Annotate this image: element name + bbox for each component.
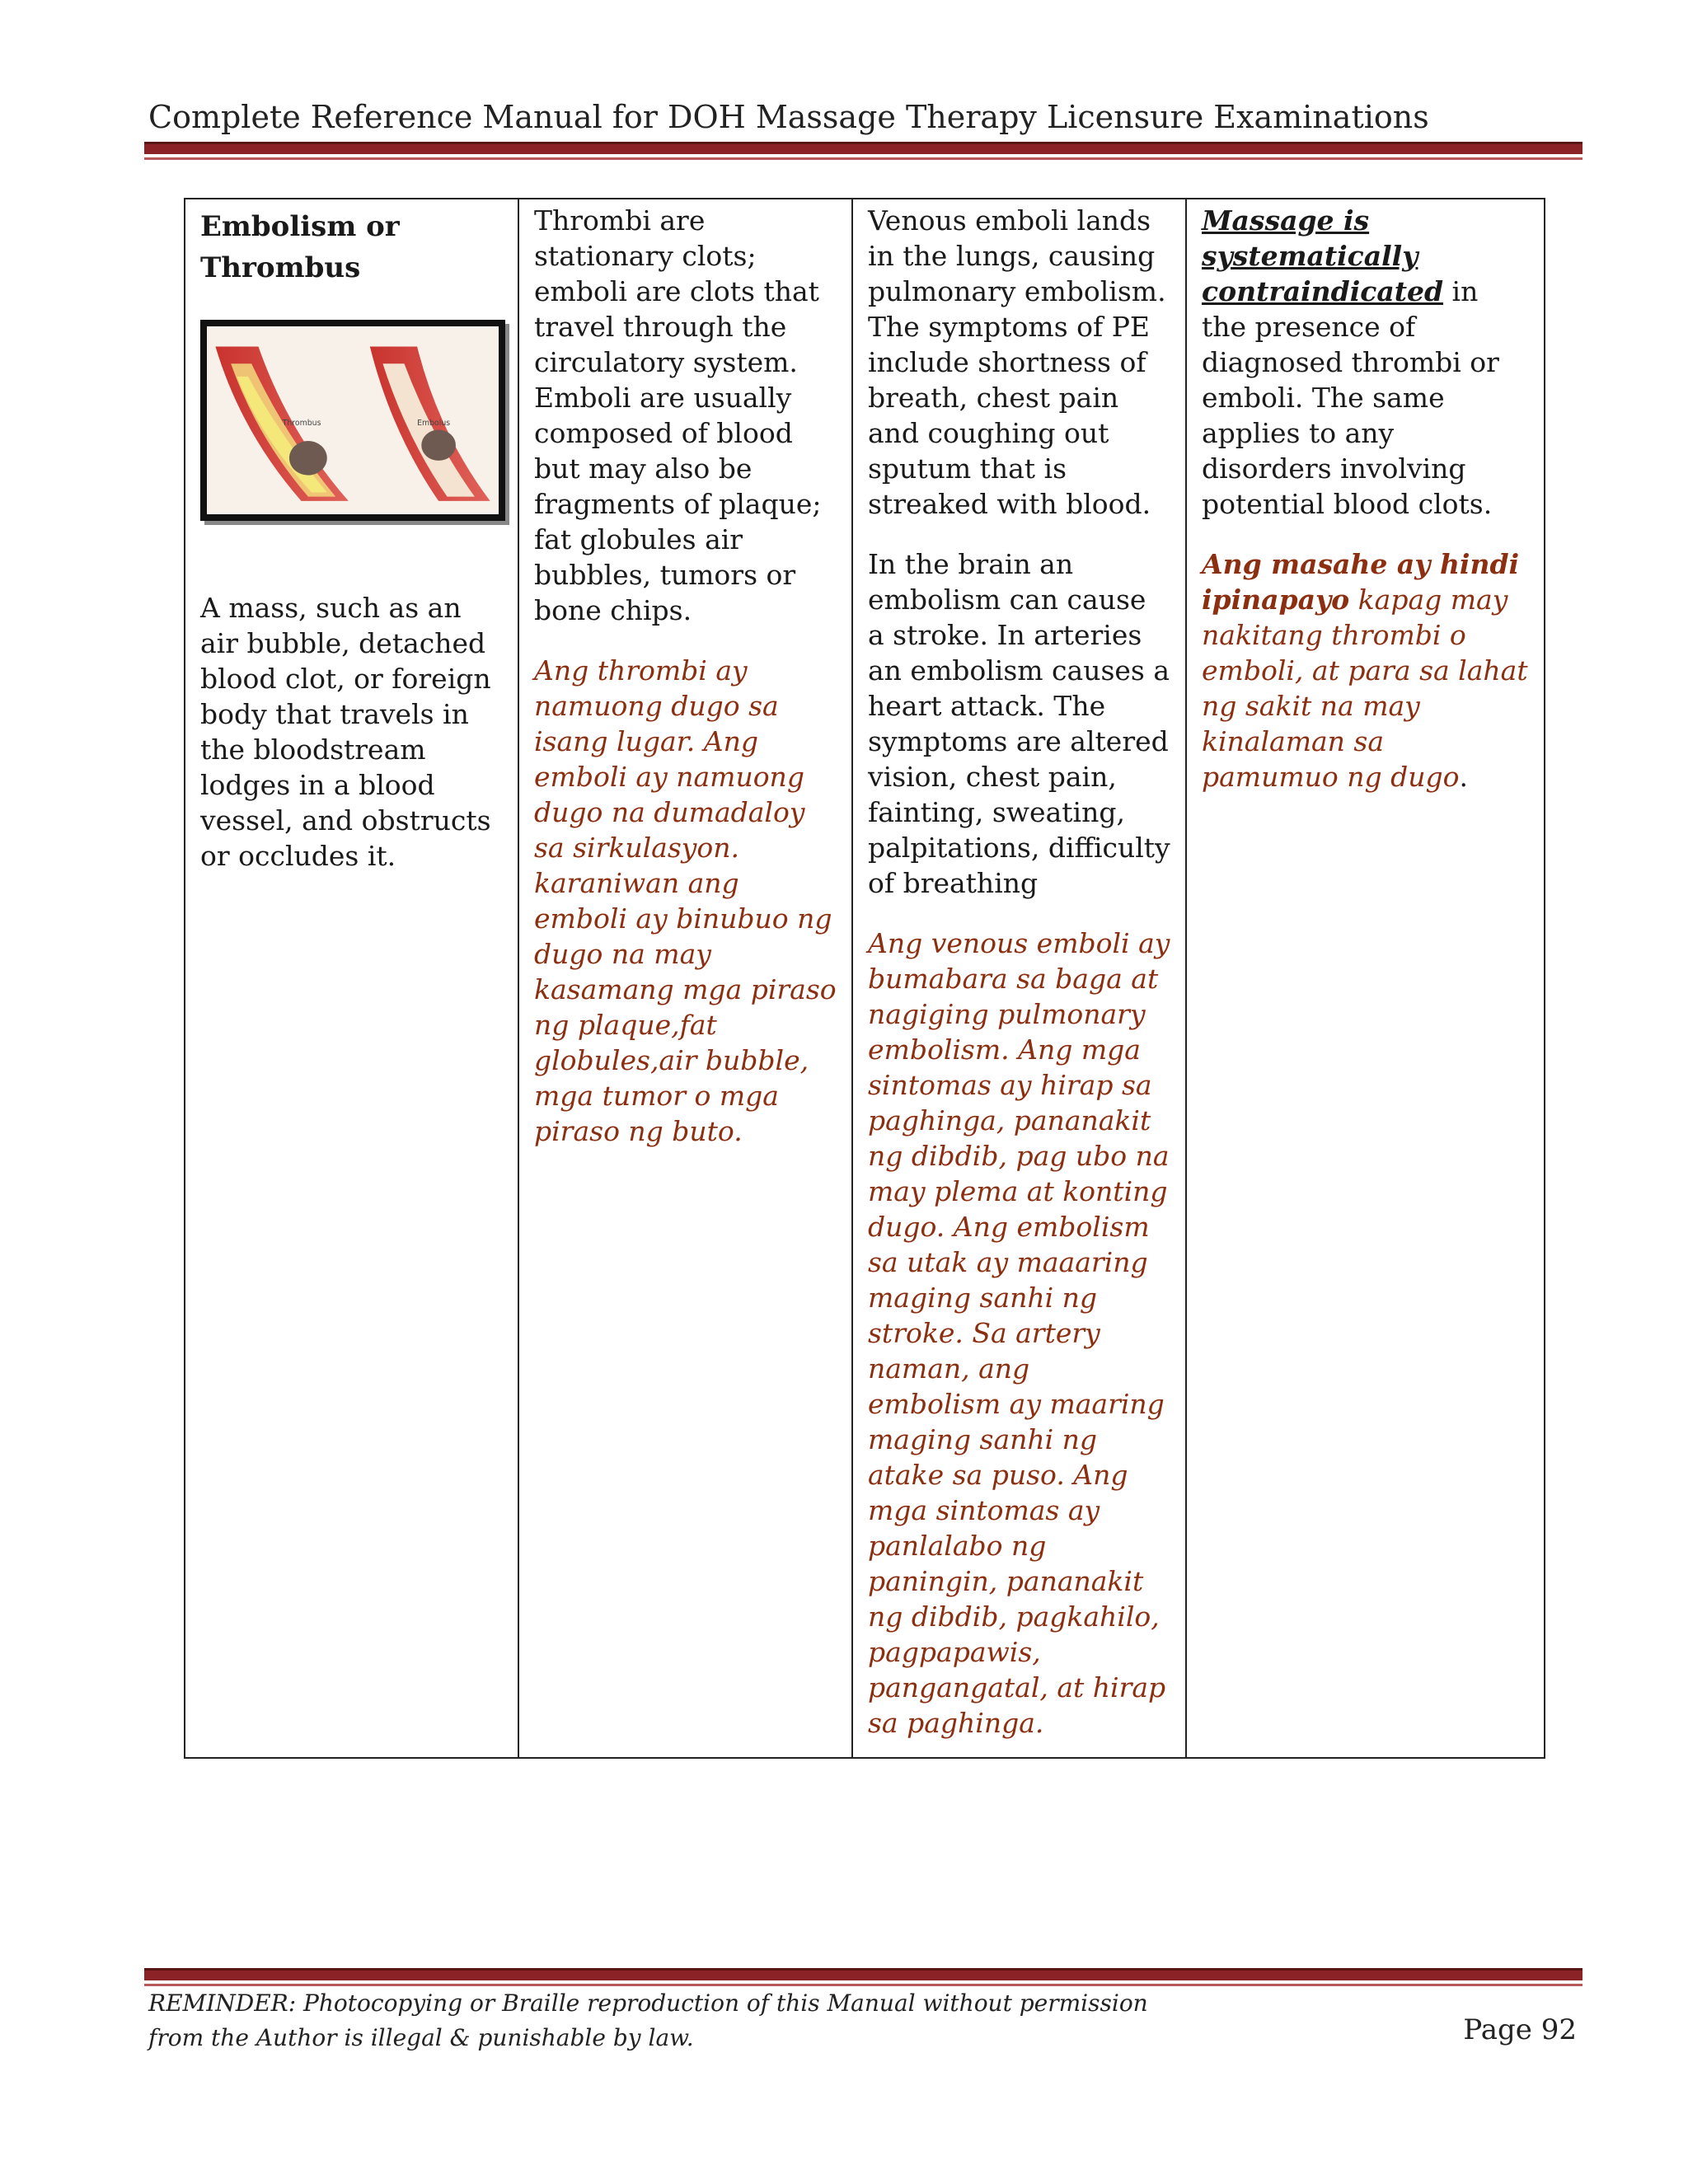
symptoms-cell — [852, 199, 1186, 1758]
massage-tagalog-rest: kapag may nakitang thrombi o emboli, at para sa lahat ng sakit na may kinalaman sa pamumuo ng dugo — [1202, 583, 1528, 793]
massage-cell — [1186, 199, 1545, 1758]
term-label: Embolism or Thrombus — [200, 210, 400, 284]
symptoms-tagalog: Ang venous emboli ay bumabara sa baga at nagiging pulmonary embolism. Ang mga sintomas ay hirap sa paghinga, pananakit ng dibdib, pag ubo na may plema at konting dugo. Ang embolism sa utak ay maaaring maging sanhi ng stroke. Sa artery naman, ang embolism ay maaring maging sanhi ng atake sa puso. Ang mga sintomas ay panlalabo ng paningin, pananakit ng dibdib, pagkahilo, pagpapawis, pangangatal, at hirap sa paghinga. — [868, 927, 1170, 1739]
header-rule — [144, 142, 1582, 154]
reminder-line-2: from the Author is illegal & punishable by law. — [148, 2024, 694, 2051]
embolism-illustration — [200, 320, 505, 521]
footer-reminder — [148, 1986, 1148, 2055]
symptoms-english-lungs: Venous emboli lands in the lungs, causing pulmonary embolism. The symptoms of PE include shortness of breath, chest pain and coughing out sputum that is streaked with blood. — [868, 204, 1166, 520]
blood-vessel-illustration — [207, 326, 499, 514]
symptoms-english-brain: In the brain an embolism can cause a stroke. In arteries an embolism causes a heart attack. The symptoms are altered vision, chest pain, fainting, sweating, palpitations, difficulty of breathing — [868, 548, 1170, 899]
tagalog-emphasis: Ang masahe ay hindi ipinapayo — [1202, 548, 1520, 616]
thrombus-clot — [289, 441, 327, 476]
table-row — [185, 199, 1545, 1758]
definition-text: A mass, such as an air bubble, detached blood clot, or foreign body that travels in the bloodstream lodges in a blood vessel, and obstructs or occludes it. — [200, 592, 491, 872]
thrombus-label: Thrombus — [282, 419, 321, 429]
massage-tagalog-period: . — [1459, 761, 1468, 793]
embolus-clot — [421, 429, 456, 460]
page-header-title: Complete Reference Manual for DOH Massage Therapy Licensure Examinations — [148, 99, 1429, 135]
description-tagalog: Ang thrombi ay namuong dugo sa isang lugar. Ang emboli ay namuong dugo na dumadaloy sa sirkulasyon. karaniwan ang emboli ay binubuo ng dugo na may kasamang mga piraso ng plaque,fat globules,air bubble, mga tumor o mga piraso ng buto. — [534, 654, 837, 1147]
description-english: Thrombi are stationary clots; emboli are clots that travel through the circulatory system. Emboli are usually composed of blood but may also be fragments of plaque; fat globules air bubbles, tumors or bone chips. — [534, 204, 822, 626]
page-number: Page 92 — [1463, 2013, 1577, 2046]
description-cell — [518, 199, 852, 1758]
embolus-label: Embolus — [417, 419, 451, 429]
massage-english-rest: in the presence of diagnosed thrombi or emboli. The same applies to any disorders involving potential blood clots. — [1202, 275, 1499, 520]
massage-english — [1202, 203, 1529, 522]
massage-tagalog — [1202, 546, 1529, 794]
content-table — [184, 198, 1545, 1759]
footer-rule — [144, 1968, 1582, 1980]
contraindication-emphasis: Massage is systematically contraindicated — [1202, 204, 1444, 307]
term-cell — [185, 199, 518, 1758]
reminder-line-1: REMINDER: Photocopying or Braille reproduction of this Manual without permission — [148, 1990, 1148, 2017]
